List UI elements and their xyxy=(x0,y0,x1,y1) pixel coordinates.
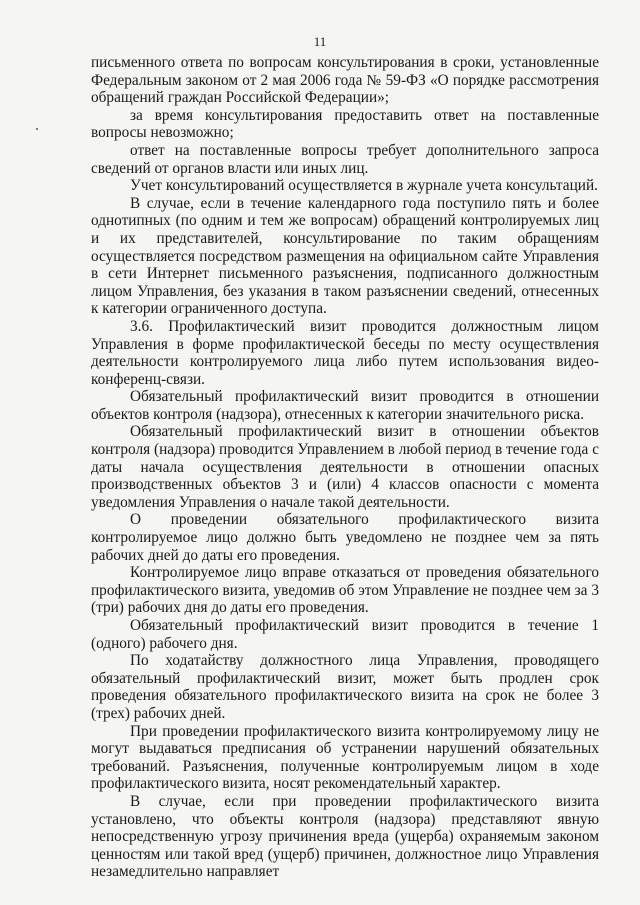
paragraph: Обязательный профилактический визит в отношении объектов контроля (надзора) проводится Управлением в любой период в течение года с даты начала осуществления деятельности в отношении опасных производственных объектов 3 и (или) 4 классов опасности с момента уведомления Управления о начале такой деятельности. xyxy=(91,423,599,511)
paragraph: Учет консультирований осуществляется в журнале учета консультаций. xyxy=(130,177,598,195)
paragraph-continuation: письменного ответа по вопросам консультирования в сроки, установленные Федеральным законом от 2 мая 2006 года № 59-ФЗ «О порядке рассмотрения обращений граждан Российской Федерации»; xyxy=(91,54,599,107)
page-number: 11 xyxy=(313,34,327,49)
paragraph: Обязательный профилактический визит проводится в отношении объектов контроля (надзора), отнесенных к категории значительного риска. xyxy=(91,388,599,423)
paragraph: за время консультирования предоставить ответ на поставленные вопросы невозможно; xyxy=(91,106,599,142)
paragraph: ответ на поставленные вопросы требует дополнительного запроса сведений от органов власти или иных лиц. xyxy=(91,141,599,177)
paragraph: 3.6. Профилактический визит проводится должностным лицом Управления в форме профилактической беседы по месту осуществления деятельности контролируемого лица либо путем использования видео-конференц-связи. xyxy=(91,317,599,388)
paragraph: По ходатайству должностного лица Управления, проводящего обязательный профилактический визит, может быть продлен срок проведения обязательного профилактического визита на срок не более 3 (трех) рабочих дней. xyxy=(91,652,599,722)
paragraph: Контролируемое лицо вправе отказаться от проведения обязательного профилактического визита, уведомив об этом Управление не позднее чем за 3 (три) рабочих дня до даты его проведения. xyxy=(91,564,599,617)
paragraph: В случае, если в течение календарного года поступило пять и более однотипных (по одним и тем же вопросам) обращений контролируемых лиц и их представителей, консультирование по таким обращениям осуществляется посредством размещения на официальном сайте Управления в сети Интернет письменного разъяснения, подписанного должностным лицом Управления, без указания в таком разъяснении сведений, отнесенных к категории ограниченного доступа. xyxy=(91,194,599,318)
paragraph: О проведении обязательного профилактического визита контролируемое лицо должно быть уведомлено не позднее чем за пять рабочих дней до даты его проведения. xyxy=(91,511,599,564)
paragraph: В случае, если при проведении профилактического визита установлено, что объекты контроля (надзора) представляют явную непосредственную угрозу причинения вреда (ущерба) охраняемым законом ценностям или такой вред (ущерб) причинен, должностное лицо Управления незамедлительно направляет xyxy=(91,792,599,881)
paragraph: При проведении профилактического визита контролируемому лицу не могут выдаваться предписания об устранении нарушений обязательных требований. Разъяснения, полученные контролируемым лицом в ходе профилактического визита, носят рекомендательный характер. xyxy=(91,722,599,793)
document-body xyxy=(91,54,599,881)
scan-speck xyxy=(36,128,38,130)
paragraph: Обязательный профилактический визит проводится в течение 1 (одного) рабочего дня. xyxy=(91,617,599,652)
